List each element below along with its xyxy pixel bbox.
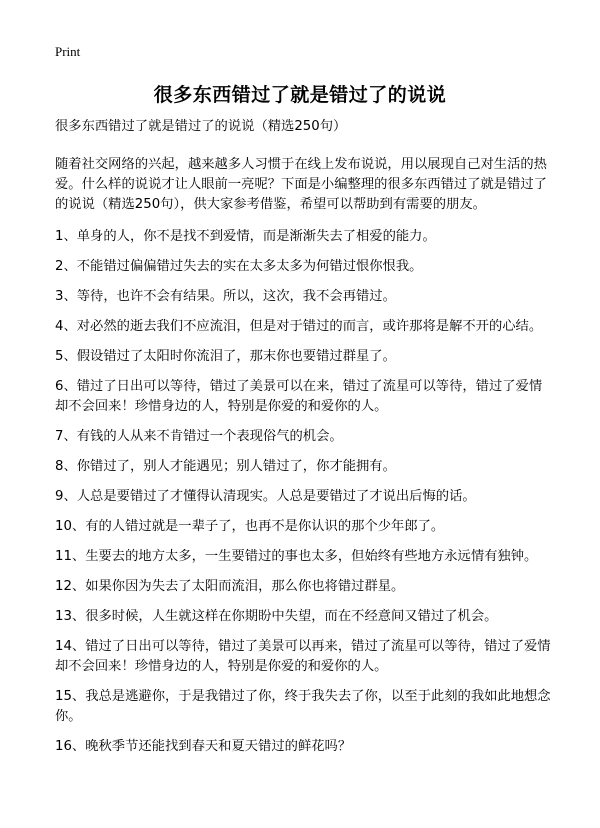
- list-item: 1、单身的人，你不是找不到爱情，而是渐渐失去了相爱的能力。: [55, 229, 436, 244]
- list-item: 13、很多时候，人生就这样在你期盼中失望，而在不经意间又错过了机会。: [55, 609, 498, 624]
- list-item: 10、有的人错过就是一辈子了，也再不是你认识的那个少年郎了。: [55, 519, 445, 534]
- list-item: 6、错过了日出可以等待，错过了美景可以在来，错过了流星可以等待，错过了爱情却不会回来！珍惜身边的人，特别是你爱的和爱你的人。: [55, 379, 543, 414]
- list-item: 11、生要去的地方太多，一生要错过的事也太多，但始终有些地方永远情有独钟。: [55, 549, 538, 564]
- list-item: 5、假设错过了太阳时你流泪了，那末你也要错过群星了。: [55, 349, 396, 364]
- list-item: 2、不能错过偏偏错过失去的实在太多太多为何错过恨你恨我。: [55, 259, 423, 274]
- subtitle: 很多东西错过了就是错过了的说说（精选250句）: [55, 119, 347, 134]
- page-title: 很多东西错过了就是错过了的说说: [153, 84, 447, 106]
- list-item: 14、错过了日出可以等待，错过了美景可以再来，错过了流星可以等待，错过了爱情却不会回来！珍惜身边的人，特别是你爱的和爱你的人。: [55, 639, 551, 674]
- list-item: 16、晚秋季节还能找到春天和夏天错过的鲜花吗？: [55, 739, 352, 754]
- list-item: 9、人总是要错过了才懂得认清现实。人总是要错过了才说出后悔的话。: [55, 489, 476, 504]
- intro-paragraph: 随着社交网络的兴起，越来越多人习惯于在线上发布说说，用以展现自己对生活的热爱。什么样的说说才让人眼前一亮呢？下面是小编整理的很多东西错过了就是错过了的说说（精选250句），供大家参考借鉴，希望可以帮助到有需要的朋友。: [55, 157, 547, 212]
- document-body: [55, 117, 555, 767]
- list-item: 12、如果你因为失去了太阳而流泪，那么你也将错过群星。: [55, 579, 405, 594]
- list-item: 4、对必然的逝去我们不应流泪，但是对于错过的而言，或许那将是解不开的心结。: [55, 319, 543, 334]
- list-item: 3、等待，也许不会有结果。所以，这次，我不会再错过。: [55, 289, 396, 304]
- list-item: 15、我总是逃避你，于是我错过了你，终于我失去了你，以至于此刻的我如此地想念你。: [55, 689, 551, 724]
- list-item: 7、有钱的人从来不肯错过一个表现俗气的机会。: [55, 429, 343, 444]
- list-item: 8、你错过了，别人才能遇见；别人错过了，你才能拥有。: [55, 459, 396, 474]
- print-link[interactable]: Print: [55, 44, 81, 59]
